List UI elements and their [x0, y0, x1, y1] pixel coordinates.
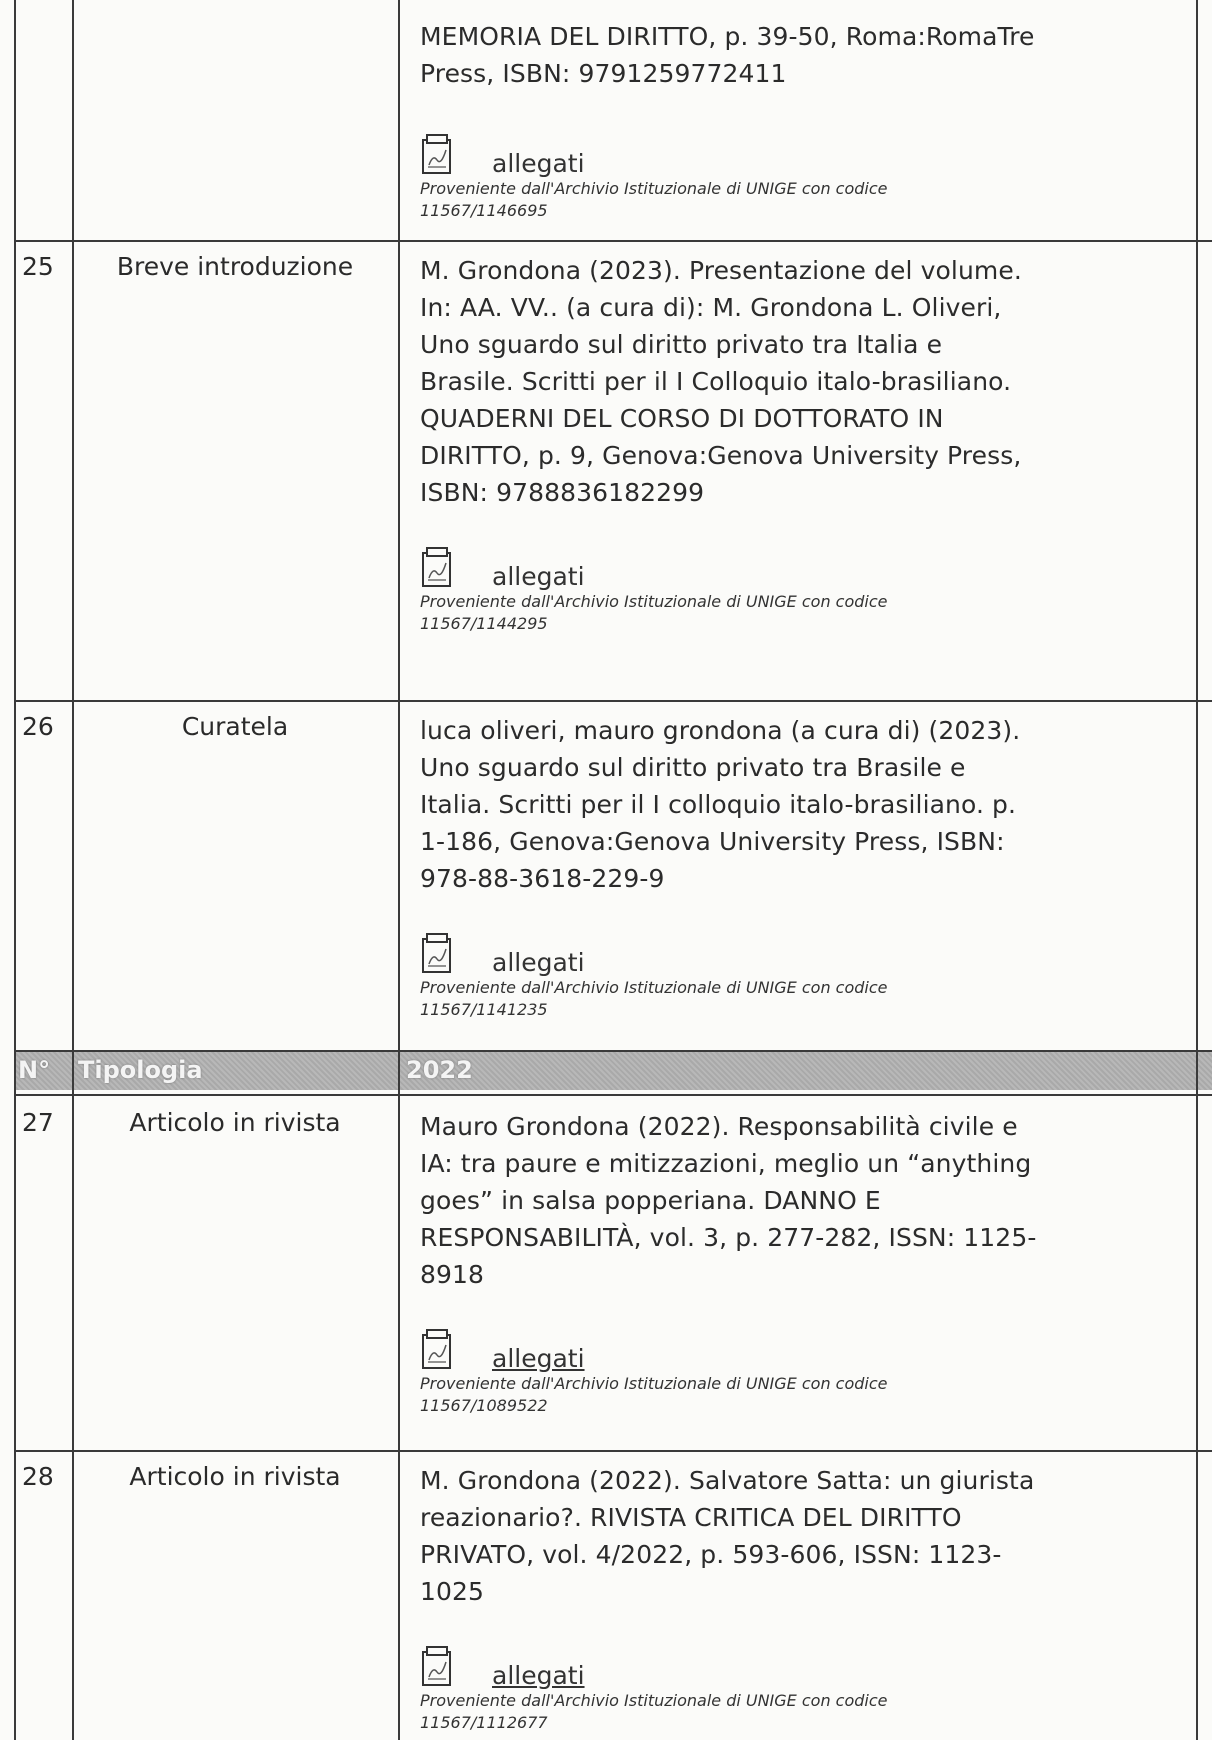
column-divider	[72, 0, 74, 1740]
row-divider	[14, 1050, 1212, 1052]
source-code: 11567/1144295	[420, 614, 548, 633]
table-row	[14, 244, 1212, 694]
attachment-link[interactable]	[420, 541, 1198, 589]
source-line: Proveniente dall'Archivio Istituzionale di UNIGE con codice	[420, 1374, 888, 1393]
attachment-label[interactable]: allegati	[492, 1344, 585, 1373]
source-line: Proveniente dall'Archivio Istituzionale di UNIGE con codice	[420, 179, 888, 198]
table-row	[14, 1100, 1212, 1444]
row-number: 28	[22, 1462, 54, 1491]
citation-text: MEMORIA DEL DIRITTO, p. 39-50, Roma:RomaTre Press, ISBN: 9791259772411	[420, 22, 1035, 88]
attachment-link[interactable]	[420, 1640, 1198, 1688]
source-code: 11567/1141235	[420, 1000, 548, 1019]
source-note	[420, 1373, 980, 1417]
citation-text: M. Grondona (2023). Presentazione del volume. In: AA. VV.. (a cura di): M. Grondona L. Oliveri, Uno sguardo sul diritto privato tra Italia e Brasile. Scritti per il I Colloquio italo-brasiliano. QUADERNI DEL CORSO DI DOTTORATO IN DIRITTO, p. 9, Genova:Genova University Press, ISBN: 9788836182299	[420, 256, 1022, 507]
row-number: 27	[22, 1108, 54, 1137]
attachment-link[interactable]	[420, 1323, 1198, 1371]
row-description-cell	[398, 244, 1198, 694]
source-note	[420, 591, 980, 635]
source-note	[420, 977, 980, 1021]
pdf-document-icon	[420, 933, 454, 975]
year-section-header	[14, 1052, 1212, 1090]
table-row	[14, 704, 1212, 1042]
citation-text: luca oliveri, mauro grondona (a cura di) (2023). Uno sguardo sul diritto privato tra Brasile e Italia. Scritti per il I colloquio italo-brasiliano. p. 1-186, Genova:Genova University Press, ISBN: 978-88-3618-229-9	[420, 716, 1021, 893]
row-number: 25	[22, 252, 54, 281]
pdf-document-icon	[420, 547, 454, 589]
source-code: 11567/1112677	[420, 1713, 548, 1732]
row-number	[14, 0, 72, 234]
table-border-left	[14, 0, 16, 1740]
citation-text: M. Grondona (2022). Salvatore Satta: un giurista reazionario?. RIVISTA CRITICA DEL DIRITTO PRIVATO, vol. 4/2022, p. 593-606, ISSN: 1123-1025	[420, 1466, 1035, 1606]
source-line: Proveniente dall'Archivio Istituzionale di UNIGE con codice	[420, 978, 888, 997]
row-description-cell	[398, 0, 1198, 234]
row-divider	[14, 1450, 1212, 1452]
row-divider	[14, 700, 1212, 702]
column-divider	[398, 0, 400, 1740]
row-description-cell	[398, 704, 1198, 1042]
table-border-right	[1196, 0, 1198, 1740]
attachment-link[interactable]	[420, 128, 1198, 176]
attachment-label[interactable]: allegati	[492, 948, 585, 977]
row-divider	[14, 1094, 1212, 1096]
attachment-label[interactable]: allegati	[492, 149, 585, 178]
source-code: 11567/1089522	[420, 1396, 548, 1415]
header-type: Tipologia	[78, 1056, 203, 1084]
citation-text: Mauro Grondona (2022). Responsabilità civile e IA: tra paure e mitizzazioni, meglio un “anything goes” in salsa popperiana. DANNO E RESPONSABILITÀ, vol. 3, p. 277-282, ISSN: 1125-8918	[420, 1112, 1037, 1289]
table-row	[14, 0, 1212, 234]
header-number: N°	[18, 1056, 51, 1084]
attachment-link[interactable]	[420, 927, 1198, 975]
pdf-document-icon	[420, 1646, 454, 1688]
row-type: Articolo in rivista	[129, 1108, 341, 1137]
source-line: Proveniente dall'Archivio Istituzionale di UNIGE con codice	[420, 1691, 888, 1710]
row-type: Curatela	[181, 712, 289, 741]
row-type: Articolo in rivista	[129, 1462, 341, 1491]
row-number: 26	[22, 712, 54, 741]
header-year: 2022	[406, 1056, 473, 1084]
row-description-cell	[398, 1100, 1198, 1444]
source-line: Proveniente dall'Archivio Istituzionale di UNIGE con codice	[420, 592, 888, 611]
table-row	[14, 1454, 1212, 1740]
source-code: 11567/1146695	[420, 201, 548, 220]
attachment-label[interactable]: allegati	[492, 1661, 585, 1690]
pdf-document-icon	[420, 1329, 454, 1371]
pdf-document-icon	[420, 134, 454, 176]
source-note	[420, 178, 980, 222]
row-divider	[14, 240, 1212, 242]
row-type: Breve introduzione	[116, 252, 354, 281]
row-type	[72, 0, 398, 234]
row-description-cell	[398, 1454, 1198, 1740]
source-note	[420, 1690, 980, 1734]
attachment-label[interactable]: allegati	[492, 562, 585, 591]
